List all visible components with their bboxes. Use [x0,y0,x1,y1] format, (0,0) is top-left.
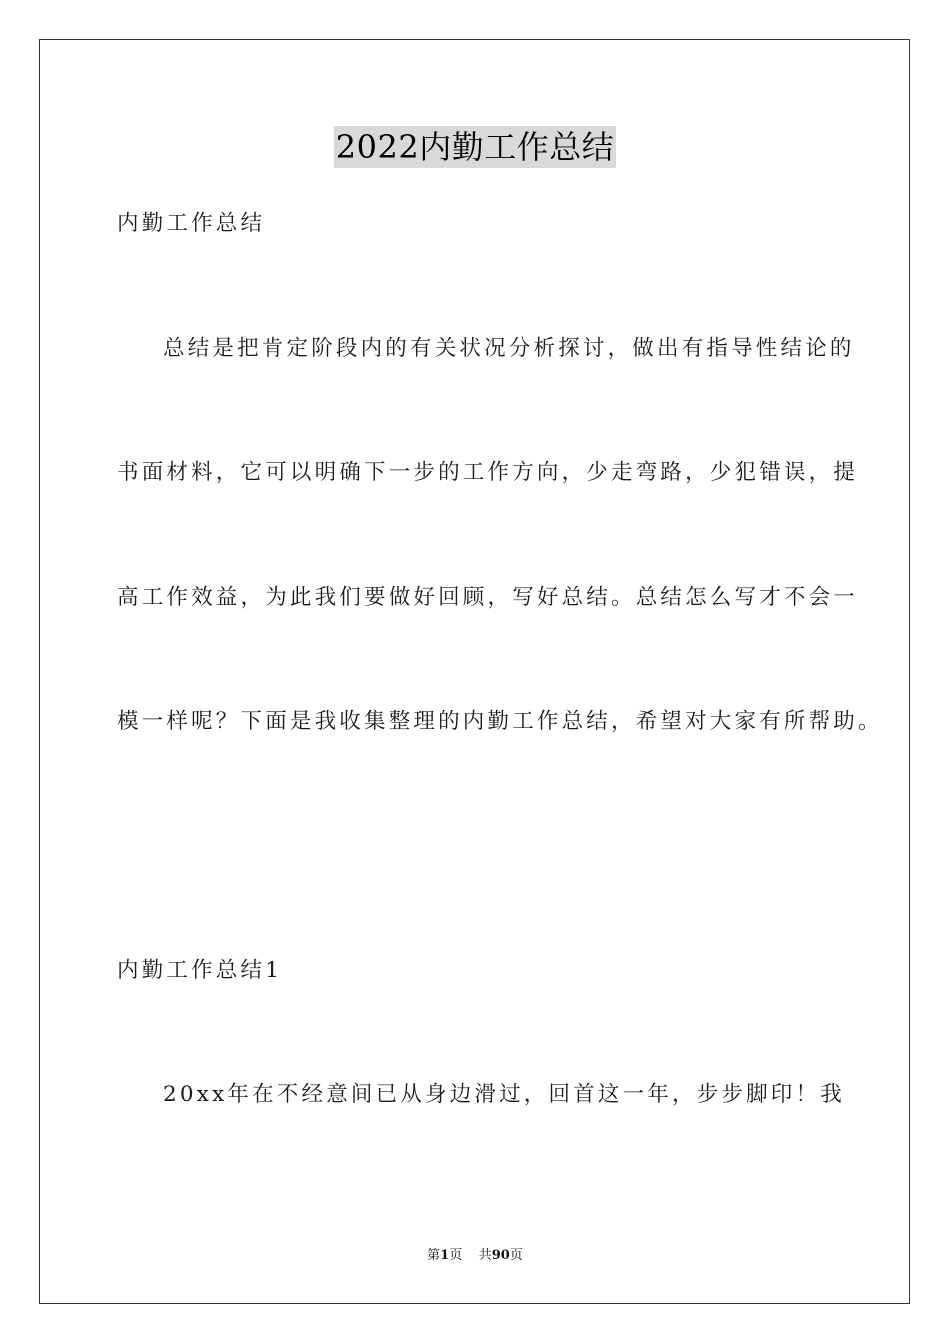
paragraph-line: 总结是把肯定阶段内的有关状况分析探讨，做出有指导性结论的 [163,336,855,361]
section-heading: 内勤工作总结1 [117,958,283,983]
section-heading: 内勤工作总结 [117,211,266,236]
page-number: 1 [440,1248,450,1263]
page-prefix: 第 [427,1248,441,1263]
paragraph-line: 20xx年在不经意间已从身边滑过，回首这一年，步步脚印！我 [163,1082,845,1107]
title-container [0,126,950,168]
document-title: 2022内勤工作总结 [335,128,615,166]
total-pages: 90 [491,1248,510,1263]
total-prefix: 共 [478,1248,492,1263]
page-suffix: 页 [449,1248,463,1263]
paragraph-line: 高工作效益，为此我们要做好回顾，写好总结。总结怎么写才不会一 [117,585,859,610]
paragraph-line: 书面材料，它可以明确下一步的工作方向，少走弯路，少犯错误，提 [117,460,859,485]
page-footer [0,1247,950,1265]
total-suffix: 页 [509,1248,523,1263]
paragraph-line: 模一样呢？下面是我收集整理的内勤工作总结，希望对大家有所帮助。 [117,709,883,734]
